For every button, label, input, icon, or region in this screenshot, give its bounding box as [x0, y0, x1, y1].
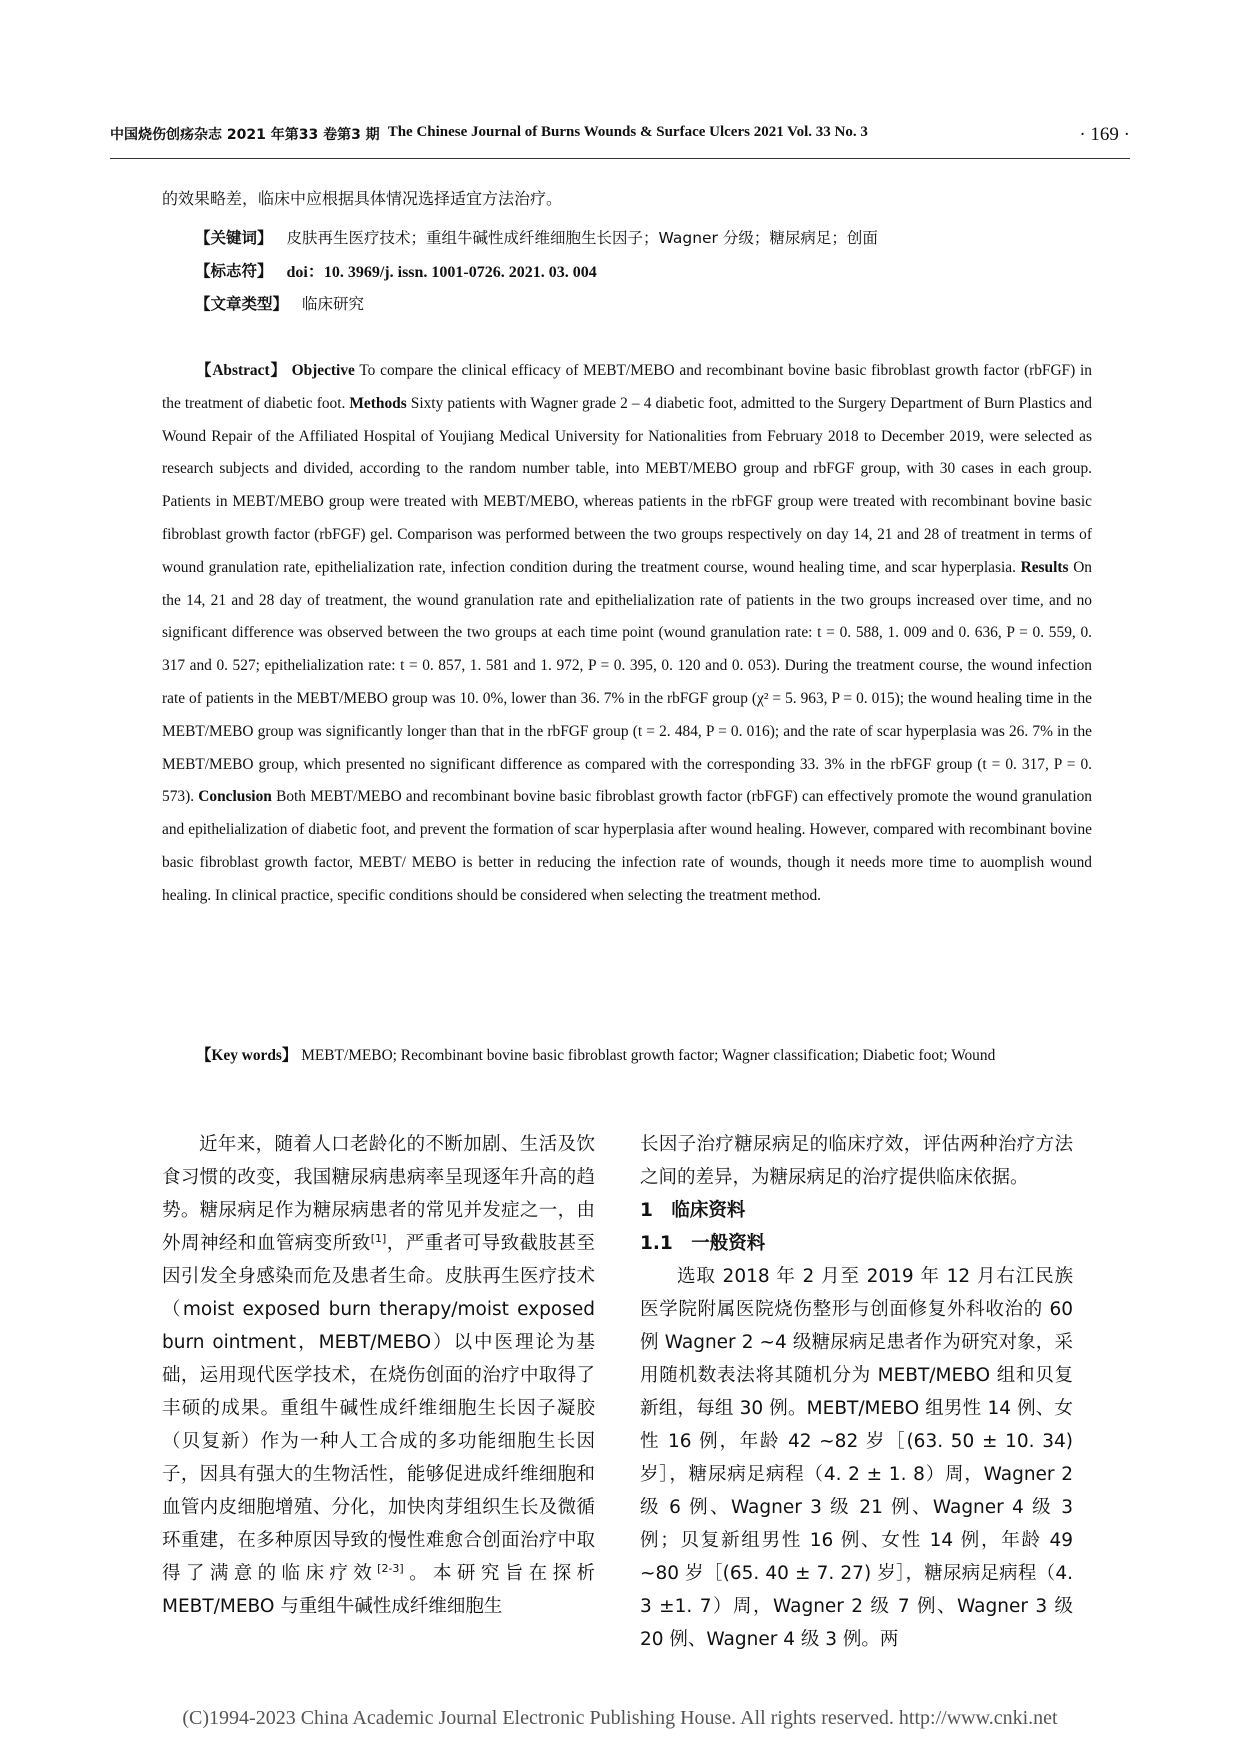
abstract-en — [162, 355, 1092, 913]
section-heading-1: 1 临床资料 — [640, 1200, 746, 1221]
intro-text-3: 。本研究旨在探析 MEBT/MEBO 与重组牛碱性成纤维细胞生 — [162, 1563, 595, 1617]
methods-text: Sixty patients with Wagner grade 2 – 4 diabetic foot, admitted to the Surgery Department of Burn Plastics and Wound Repair of the Affiliated Hospital of Youjiang Medical University for Nationalities from February 2018 to December 2019, were selected as research subjects and divided, according to the random number table, into MEBT/MEBO group and rbFGF group, with 30 cases in each group. Patients in MEBT/MEBO group were treated with MEBT/MEBO, whereas patients in the rbFGF group were treated with recombinant bovine basic fibroblast growth factor (rbFGF) gel. Comparison was performed between the two groups respectively on day 14, 21 and 28 of treatment in terms of wound granulation rate, epithelialization rate, infection condition during the treatment course, wound healing time, and scar hyperplasia. — [162, 394, 1092, 576]
article-type-value: 临床研究 — [302, 295, 365, 313]
body-column-left — [162, 1128, 595, 1623]
header-rule — [110, 158, 1130, 159]
doi-value: doi：10. 3969/j. issn. 1001-0726. 2021. 03. 004 — [286, 264, 597, 281]
conclusion-text: Both MEBT/MEBO and recombinant bovine basic fibroblast growth factor (rbFGF) can effectively promote the wound granulation and epithelialization of diabetic foot, and prevent the formation of scar hyperplasia after wound healing. However, compared with recombinant bovine basic fibroblast growth factor, MEBT/ MEBO is better in reducing the infection rate of wounds, though it needs more time to auomplish wound healing. In clinical practice, specific conditions should be considered when selecting the treatment method. — [162, 788, 1092, 904]
journal-title-en: The Chinese Journal of Burns Wounds & Surface Ulcers 2021 Vol. 33 No. 3 — [387, 124, 868, 140]
results-label: Results — [1020, 558, 1069, 576]
doi-label: 【标志符】 — [195, 262, 273, 280]
conclusion-label: Conclusion — [198, 788, 272, 806]
article-type — [195, 292, 364, 314]
keywords-en-label: 【Key words】 — [196, 1047, 298, 1064]
intro-text-1: 近年来，随着人口老龄化的不断加剧、生活及饮食习惯的改变，我国糖尿病患病率呈现逐年升高的趋势。糖尿病足作为糖尿病患者的常见并发症之一，由外周神经和血管病变所致 — [162, 1134, 595, 1254]
page-number: · 169 · — [1079, 124, 1130, 145]
article-type-label: 【文章类型】 — [195, 295, 289, 313]
intro-continued: 长因子治疗糖尿病足的临床疗效，评估两种治疗方法之间的差异，为糖尿病足的治疗提供临床依据。 — [640, 1134, 1073, 1188]
intro-paragraph — [162, 1128, 595, 1623]
results-text: On the 14, 21 and 28 day of treatment, the wound granulation rate and epithelialization rate of patients in the two groups increased over time, and no significant difference was observed between the two groups at each time point (wound granulation rate: t = 0. 588, 1. 009 and 0. 636, P = 0. 559, 0. 317 and 0. 527; epithelialization rate: t = 0. 857, 1. 581 and 1. 972, P = 0. 395, 0. 120 and 0. 053). During the treatment course, the wound infection rate of patients in the MEBT/MEBO group was 10. 0%, lower than 36. 7% in the rbFGF group (χ² = 5. 963, P = 0. 015); the wound healing time in the MEBT/MEBO group was significantly longer than that in the rbFGF group (t = 2. 484, P = 0. 016); and the rate of scar hyperplasia was 26. 7% in the MEBT/MEBO group, which presented no significant difference as compared with the corresponding 33. 3% in the rbFGF group (t = 0. 317, P = 0. 573). — [162, 558, 1092, 806]
intro-text-2: ，严重者可导致截肢甚至因引发全身感染而危及患者生命。皮肤再生医疗技术（moist exposed burn therapy/moist exposed burn ointment，MEBT/MEBO）以中医理论为基础，运用现代医学技术，在烧伤创面的治疗中取得了丰硕的成果。重组牛碱性成纤维细胞生长因子凝胶（贝复新）作为一种人工合成的多功能细胞生长因子，因具有强大的生物活性，能够促进成纤维细胞和血管内皮细胞增殖、分化，加快肉芽组织生长及微循环重建，在多种原因导致的慢性难愈合创面治疗中取得了满意的临床疗效 — [162, 1233, 595, 1584]
keywords-en-text: MEBT/MEBO; Recombinant bovine basic fibroblast growth factor; Wagner classification; Diabetic foot; Wound — [301, 1047, 996, 1064]
keywords-en — [162, 1040, 1092, 1071]
section-heading-1-1: 1.1 一般资料 — [640, 1233, 766, 1254]
keywords-cn-label: 【关键词】 — [195, 229, 273, 247]
abstract-label: 【Abstract】 — [196, 362, 287, 379]
objective-text: To compare the clinical efficacy of MEBT/MEBO and recombinant bovine basic fibroblast growth factor (rbFGF) in the treatment of diabetic foot. — [162, 362, 1092, 412]
journal-citation — [110, 124, 868, 144]
objective-label: Objective — [291, 362, 355, 379]
methods-label: Methods — [349, 394, 407, 412]
body-column-right — [640, 1128, 1073, 1656]
reference-1[interactable]: [1] — [370, 1231, 387, 1245]
continued-text: 的效果略差，临床中应根据具体情况选择适宜方法治疗。 — [162, 189, 563, 208]
doi-line — [195, 259, 597, 282]
reference-2-3[interactable]: [2-3] — [377, 1561, 404, 1575]
copyright-footer: (C)1994-2023 China Academic Journal Electronic Publishing House. All rights reserved. http://www.cnki.net — [182, 1707, 1058, 1729]
keywords-cn-value: 皮肤再生医疗技术；重组牛碱性成纤维细胞生长因子；Wagner 分级；糖尿病足；创面 — [286, 229, 878, 247]
journal-title-cn: 中国烧伤创疡杂志 2021 年第33 卷第3 期 — [110, 127, 380, 143]
general-data-paragraph: 选取 2018 年 2 月至 2019 年 12 月右江民族医学院附属医院烧伤整形与创面修复外科收治的 60 例 Wagner 2 ~4 级糖尿病足患者作为研究对象，采用随机数表法将其随机分为 MEBT/MEBO 组和贝复新组，每组 30 例。MEBT/MEBO 组男性 14 例、女性 16 例，年龄 42 ~82 岁［(63. 50 ± 10. 34) 岁］，糖尿病足病程（4. 2 ± 1. 8）周，Wagner 2 级 6 例、Wagner 3 级 21 例、Wagner 4 级 3 例；贝复新组男性 16 例、女性 14 例，年龄 49 ~80 岁［(65. 40 ± 7. 27) 岁］，糖尿病足病程（4. 3 ±1. 7）周，Wagner 2 级 7 例、Wagner 3 级 20 例、Wagner 4 级 3 例。两 — [640, 1266, 1073, 1650]
keywords-cn — [195, 226, 878, 248]
